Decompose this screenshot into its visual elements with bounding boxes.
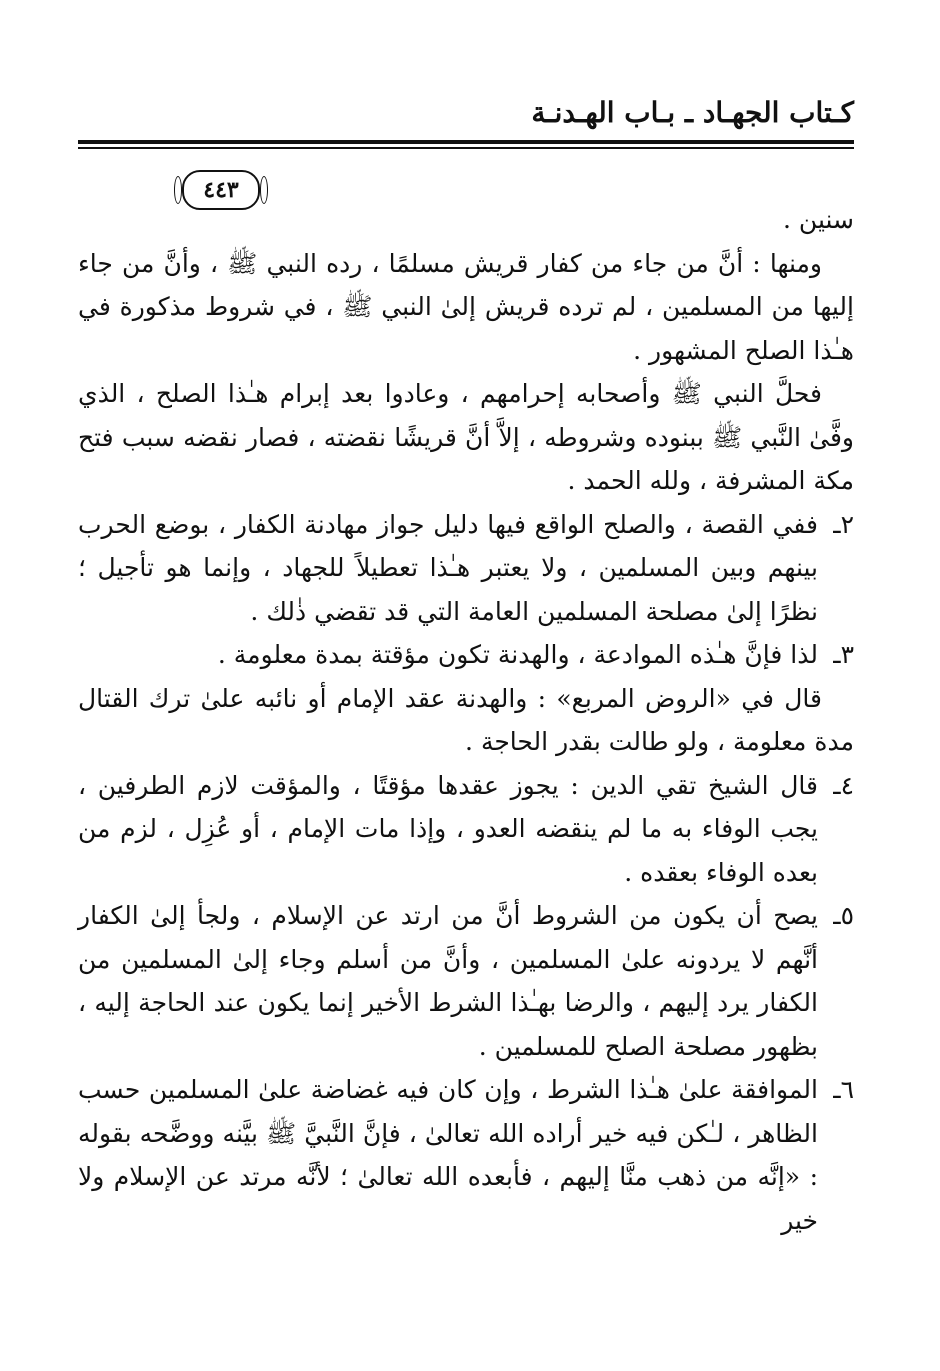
item-number: ٦ـ [833,1075,854,1104]
item-number: ٣ـ [833,640,854,669]
paragraph-treaty-breach: فحلَّ النبي ﷺ وأصحابه إحرامهم ، وعادوا بعد إبرام هـٰذا الصلح ، الذي وفَّىٰ النَّبي ﷺ ببنوده وشروطه ، إلاَّ أنَّ قريشًا نقضته ، فصار نقضه سبب فتح مكة المشرفة ، ولله الحمد . [78,379,854,495]
paragraph-treaty-terms: ومنها : أنَّ من جاء من كفار قريش مسلمًا ، رده النبي ﷺ ، وأنَّ من جاء إليها من المسلمين ، لم ترده قريش إلىٰ النبي ﷺ ، في شروط مذكورة في هـٰذا الصلح المشهور . [78,248,854,365]
page-number: ٤٤٣ [182,170,260,210]
list-item-6 [78,1068,854,1242]
item-text: ففي القصة ، والصلح الواقع فيها دليل جواز مهادنة الكفار ، بوضع الحرب بينهم وبين المسلمين ، ولا يعتبر هـٰذا تعطيلاً للجهاد ، وإنما هو تأجيل ؛ نظرًا إلىٰ مصلحة المسلمين العامة التي قد تقضي ذٰلك . [78,509,818,626]
list-item-5 [78,894,854,1068]
list-item-2 [78,503,854,634]
header-rule-thin [78,147,854,149]
list-item-4 [78,764,854,895]
item-text: لذا فإنَّ هـٰذه الموادعة ، والهدنة تكون مؤقتة بمدة معلومة . [217,640,818,669]
item-text: الموافقة علىٰ هـٰذا الشرط ، وإن كان فيه غضاضة علىٰ المسلمين حسب الظاهر ، لـٰكن فيه خير أراده الله تعالىٰ ، فإنَّ النَّبيَّ ﷺ بيَّنه ووضَّحه بقوله : «إنَّه من ذهب منَّا إليهم ، فأبعده الله تعالىٰ ؛ لأنَّه مرتد عن الإسلام ولا خير [78,1075,818,1235]
list-item-3 [78,633,854,677]
header-rules [78,140,854,203]
item-number: ٤ـ [833,770,854,800]
paragraph-continuation: سنين . [783,205,854,234]
body-text [78,198,854,1242]
running-title: كـتاب الجهـاد ـ بـاب الهـدنـة [531,96,854,129]
item-number: ٢ـ [833,509,854,539]
page-header [78,96,854,203]
header-rule-thick [78,140,854,144]
paragraph-quote-rawd: قال في «الروض المربع» : والهدنة عقد الإمام أو نائبه علىٰ ترك القتال مدة معلومة ، ولو طالت بقدر الحاجة . [78,683,854,756]
item-text: قال الشيخ تقي الدين : يجوز عقدها مؤقتًا ، والمؤقت لازم الطرفين ، يجب الوفاء به ما لم ينقضه العدو ، وإذا مات الإمام ، أو عُزِل ، لزم من بعده الوفاء بعقده . [78,770,818,887]
item-text: يصح أن يكون من الشروط أنَّ من ارتد عن الإسلام ، ولجأ إلىٰ الكفار أنَّهم لا يردونه علىٰ المسلمين ، وأنَّ من أسلم وجاء إلىٰ المسلمين من الكفار يرد إليهم ، والرضا بهـٰذا الشرط الأخير إنما يكون عند الحاجة إليه ، بظهور مصلحة الصلح للمسلمين . [78,901,818,1061]
item-number: ٥ـ [833,901,854,930]
